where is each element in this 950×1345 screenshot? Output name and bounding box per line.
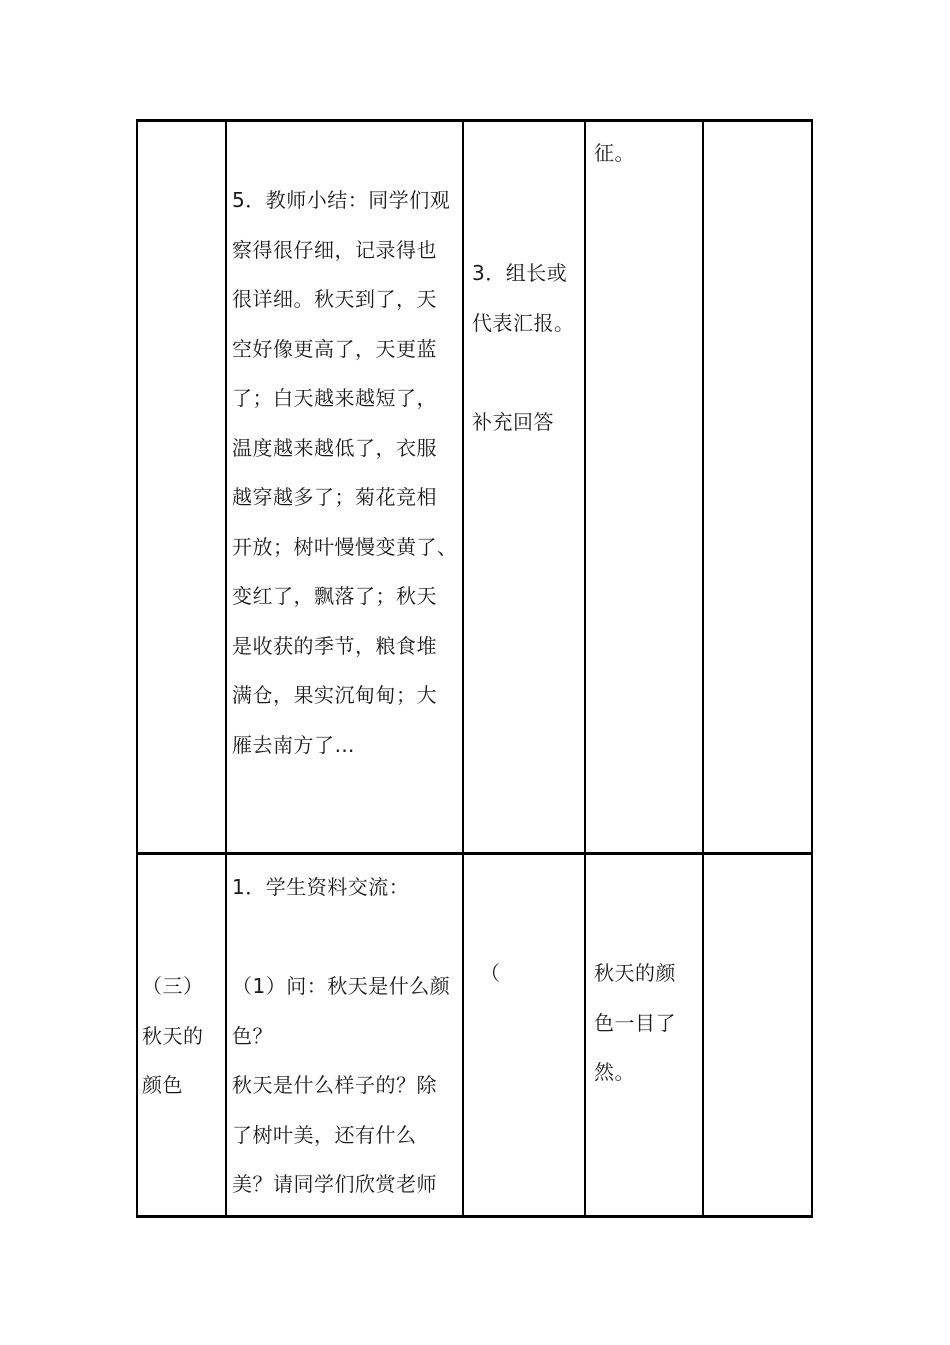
table-right-border [811, 119, 813, 1218]
design-intent-cell: 征。 [594, 141, 635, 165]
teacher-activity-cell: 5．教师小结：同学们观 察得很仔细，记录得也 很详细。秋天到了，天 空好像更高了，天更蓝 了；白天越来越短了， 温度越来越低了，衣服 越穿越多了；菊花竞相 开放；树叶慢慢变黄了、 变红了，飘落了；秋天 是收获的季节，粮食堆 满仓，果实沉甸甸；大 雁去南方了… [232, 188, 458, 757]
row-divider [136, 852, 813, 855]
table-top-border [136, 119, 813, 122]
student-activity-cell: 3．组长或 代表汇报。 补充回答 [472, 261, 575, 434]
table-bottom-border [136, 1215, 813, 1218]
lesson-plan-table [136, 119, 813, 1218]
column-divider [462, 119, 464, 1218]
stage-cell: （三） 秋天的 颜色 [142, 974, 204, 1097]
column-divider [702, 119, 704, 1218]
column-divider [584, 119, 586, 1218]
column-divider [225, 119, 227, 1218]
student-activity-cell: （ [480, 961, 501, 985]
table-left-border [136, 119, 138, 1218]
design-intent-cell: 秋天的颜 色一目了 然。 [594, 961, 676, 1084]
teacher-activity-cell: 1．学生资料交流： （1）问：秋天是什么颜 色？ 秋天是什么样子的？除 了树叶美，还有什么 美？请同学们欣赏老师 [232, 875, 451, 1196]
